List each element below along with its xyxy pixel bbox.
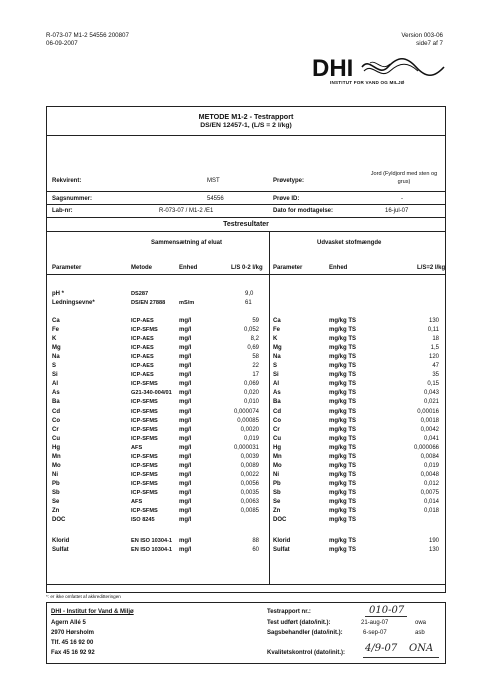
row-unit-right: mg/kg TS (329, 480, 357, 487)
row-unit-right: mg/kg TS (329, 426, 357, 433)
row-value-right: 0,0018 (420, 417, 439, 424)
divider (47, 231, 445, 232)
row-method: ICP-AES (131, 372, 154, 379)
prove-id-value: - (401, 196, 403, 202)
row-value-right: 0,014 (423, 499, 439, 505)
row-method: ICP-AES (131, 363, 154, 370)
row-param: Ba (52, 399, 60, 406)
row-unit-right: mg/kg TS (329, 462, 357, 469)
divider (47, 135, 445, 136)
rekvirent-label: Rekvirent: (52, 178, 82, 184)
row-value-right: 18 (432, 336, 439, 343)
row-value-right: 0,0048 (420, 471, 439, 478)
divider (47, 584, 445, 585)
row-value-right: 0,0042 (420, 426, 439, 433)
row-unit: mg/l (179, 354, 192, 361)
footer-address2: 2970 Hørsholm (51, 630, 95, 636)
row-value-right: 35 (432, 372, 439, 379)
row-unit-right: mg/kg TS (329, 508, 357, 515)
row-value-right: 0,0075 (420, 489, 439, 496)
row-param: Cu (52, 435, 60, 442)
row-method: ICP-SFMS (131, 417, 158, 424)
row-value-right: 1,5 (430, 345, 439, 352)
row-value: 0,000031 (233, 444, 259, 451)
row-value-right: 0,00016 (417, 408, 439, 415)
kvalitet-date: 4/9-07 (365, 643, 398, 654)
dato-modtagelse-label: Dato for modtagelse: (273, 208, 334, 214)
row-value-right: 130 (428, 547, 439, 553)
row-param: Sb (52, 489, 60, 496)
row-unit: mg/l (179, 408, 192, 415)
row-value: 0,0022 (240, 471, 259, 478)
row-value: 0,00085 (237, 417, 259, 424)
row-param-right: DOC (273, 517, 287, 524)
test-udfort-date: 21-aug-07 (361, 620, 389, 626)
row-value-right: 0,043 (423, 390, 439, 397)
row-value-right: 0,021 (423, 399, 439, 406)
footer-box (46, 602, 446, 664)
sagsbehandler-label: Sagsbehandler (dato/init.): (267, 630, 343, 636)
row-param-right: Klorid (273, 538, 291, 544)
results-title: Testresultater (223, 221, 269, 228)
row-unit-right: mg/kg TS (329, 408, 357, 415)
lab-nr-value: R-073-07 / M1-2 /E1 (159, 208, 214, 214)
row-value: 0,0035 (240, 489, 259, 496)
ph-method: DS287 (131, 291, 149, 297)
group-divider (269, 231, 270, 584)
row-unit-right: mg/kg TS (329, 417, 357, 424)
row-method: ICP-AES (131, 336, 154, 343)
row-value-right: 0,0084 (420, 453, 439, 460)
row-value: 0,000074 (233, 408, 259, 415)
ph-param: pH * (52, 291, 64, 297)
provetype-label: Prøvetype: (273, 178, 305, 184)
row-param-right: Se (273, 499, 281, 505)
footnote: *: er ikke omfattet af akkreditteringen (46, 594, 121, 599)
row-param: Cr (52, 426, 59, 433)
row-param-right: Na (273, 354, 281, 361)
row-unit: mg/l (179, 426, 192, 433)
row-param: Mg (52, 345, 61, 352)
row-value: 22 (252, 363, 259, 370)
row-param: As (52, 390, 60, 397)
row-method: EN ISO 10304-1 (131, 538, 173, 544)
row-unit: mg/l (179, 489, 192, 496)
row-value: 0,0039 (240, 453, 259, 460)
row-param: Na (52, 354, 60, 361)
ledningsevne-unit: mS/m (179, 300, 195, 306)
row-value: 0,69 (247, 345, 259, 352)
row-unit-right: mg/kg TS (329, 363, 357, 370)
row-value: 17 (252, 372, 259, 379)
ledningsevne-method: DS/EN 27888 (131, 300, 166, 306)
row-unit-right: mg/kg TS (329, 354, 357, 361)
row-value: 0,0056 (240, 480, 259, 487)
row-method: ICP-SFMS (131, 426, 158, 433)
kvalitet-init: ONA (409, 643, 434, 654)
row-unit-right: mg/kg TS (329, 399, 357, 406)
row-value: 0,020 (243, 390, 259, 397)
row-param-right: Sb (273, 489, 281, 496)
row-value-right: 0,012 (423, 480, 439, 487)
ph-value: 9,0 (245, 291, 254, 297)
footer-org: DHI - Institut for Vand & Miljø (51, 609, 134, 615)
row-unit-right: mg/kg TS (329, 444, 357, 451)
row-param: Klorid (52, 538, 70, 544)
row-param-right: Ba (273, 399, 281, 406)
row-unit-right: mg/kg TS (329, 435, 357, 442)
row-method: ICP-SFMS (131, 327, 158, 334)
row-value: 59 (252, 318, 259, 324)
row-param: Hg (52, 444, 60, 451)
sagsbehandler-date: 6-sep-07 (363, 630, 387, 636)
row-param: Ni (52, 471, 58, 478)
row-method: AFS (131, 444, 143, 451)
page-number: side7 af 7 (416, 40, 443, 47)
kvalitet-label: Kvalitetskontrol (dato/init.): (267, 650, 345, 656)
row-param-right: Cr (273, 426, 280, 433)
udvasket-group-title: Udvasket stofmængde (317, 240, 382, 246)
row-param-right: Si (273, 372, 279, 379)
row-param: Si (52, 372, 58, 379)
row-param: Cd (52, 408, 60, 415)
row-value-right: 120 (428, 354, 439, 361)
row-value: 0,0085 (240, 508, 259, 515)
kvalitet-underline (363, 657, 439, 658)
row-param: Pb (52, 480, 60, 487)
row-value-right: 0,018 (423, 508, 439, 515)
row-unit: mg/l (179, 381, 192, 388)
row-param-right: Mg (273, 345, 282, 352)
row-unit: mg/l (179, 336, 192, 343)
test-udfort-label: Test udført (dato/init.): (267, 620, 331, 626)
row-param-right: Ni (273, 471, 279, 478)
row-param-right: Sulfat (273, 547, 290, 553)
row-value: 58 (252, 354, 259, 361)
row-param-right: Pb (273, 480, 281, 487)
row-value: 60 (252, 547, 259, 553)
version-label: Version 003-06 (401, 32, 443, 39)
row-unit-right: mg/kg TS (329, 538, 357, 544)
row-method: ISO 8245 (131, 517, 155, 524)
row-unit: mg/l (179, 435, 192, 442)
row-unit-right: mg/kg TS (329, 327, 357, 334)
row-unit-right: mg/kg TS (329, 345, 357, 352)
row-unit: mg/l (179, 462, 192, 469)
row-param: Mn (52, 453, 61, 460)
lab-nr-label: Lab-nr: (52, 208, 73, 214)
divider (47, 204, 445, 205)
document-date: 06-09-2007 (46, 40, 78, 47)
sagsnummer-label: Sagsnummer: (52, 196, 93, 202)
row-unit-right: mg/kg TS (329, 390, 357, 397)
col-ls-right: L/S=2 l/kg (417, 265, 446, 271)
row-param-right: K (273, 336, 278, 343)
row-value: 8,2 (250, 336, 259, 343)
row-value-right: 0,041 (423, 435, 439, 442)
row-unit: mg/l (179, 538, 192, 544)
testrapport-underline (365, 616, 407, 617)
row-param-right: Al (273, 381, 279, 388)
document-header-right (401, 32, 443, 48)
row-param: Ca (52, 318, 60, 324)
col-parameter-right: Parameter (273, 265, 303, 271)
row-unit: mg/l (179, 517, 192, 524)
eluat-group-title: Sammensætning af eluat (151, 240, 223, 246)
provetype-value: Jord (Fyldjord med sten og grus) (370, 171, 438, 185)
row-method: ICP-SFMS (131, 462, 158, 469)
row-param-right: Hg (273, 444, 281, 451)
row-unit-right: mg/kg TS (329, 547, 357, 553)
row-param: Co (52, 417, 60, 424)
row-unit-right: mg/kg TS (329, 489, 357, 496)
row-value-right: 190 (428, 538, 439, 544)
row-param-right: Mo (273, 462, 282, 469)
prove-id-label: Prøve ID: (273, 196, 300, 202)
row-param-right: As (273, 390, 281, 397)
report-subtitle: DS/EN 12457-1, (L/S = 2 l/kg) (200, 122, 292, 129)
row-method: ICP-AES (131, 354, 154, 361)
row-param-right: Cu (273, 435, 281, 442)
row-method: ICP-SFMS (131, 471, 158, 478)
row-value-right: 47 (432, 363, 439, 370)
row-unit: mg/l (179, 453, 192, 460)
row-unit: mg/l (179, 499, 192, 505)
row-value-right: 130 (428, 318, 439, 324)
row-unit-right: mg/kg TS (329, 499, 357, 505)
sagsnummer-value: 54556 (207, 196, 224, 202)
sagsbehandler-init: asb (415, 630, 425, 636)
row-value: 0,052 (243, 327, 259, 334)
row-unit: mg/l (179, 345, 192, 352)
row-param: Fe (52, 327, 60, 334)
testrapport-frame (46, 106, 446, 593)
divider (47, 191, 445, 192)
ledningsevne-value: 61 (245, 300, 252, 306)
col-enhed: Enhed (179, 265, 198, 271)
row-unit: mg/l (179, 318, 192, 324)
row-unit-right: mg/kg TS (329, 318, 357, 324)
row-method: ICP-SFMS (131, 489, 158, 496)
document-header-left (46, 32, 129, 48)
row-unit-right: mg/kg TS (329, 471, 357, 478)
row-param: DOC (52, 517, 66, 524)
row-unit: mg/l (179, 471, 192, 478)
testrapport-value: 010-07 (369, 605, 405, 616)
row-param: Sulfat (52, 547, 69, 553)
testrapport-label: Testrapport nr.: (267, 609, 311, 615)
row-unit-right: mg/kg TS (329, 372, 357, 379)
row-unit: mg/l (179, 363, 192, 370)
row-unit-right: mg/kg TS (329, 336, 357, 343)
row-unit: mg/l (179, 327, 192, 334)
footer-fax: Fax 45 16 92 92 (51, 650, 95, 656)
row-param: K (52, 336, 57, 343)
row-param: S (52, 363, 57, 370)
row-method: AFS (131, 499, 143, 505)
row-method: ICP-SFMS (131, 480, 158, 487)
row-value: 0,0089 (240, 462, 259, 469)
row-value: 0,0063 (240, 499, 259, 505)
row-unit: mg/l (179, 480, 192, 487)
row-value: 0,0020 (240, 426, 259, 433)
row-method: ICP-SFMS (131, 435, 158, 442)
row-unit-right: mg/kg TS (329, 453, 357, 460)
row-unit-right: mg/kg TS (329, 517, 357, 524)
row-method: ICP-AES (131, 345, 154, 352)
col-ls-left: L/S 0-2 l/kg (231, 265, 263, 271)
reference-line: R-073-07 M1-2 54556 200807 (46, 32, 129, 39)
row-param-right: Ca (273, 318, 281, 324)
row-method: ICP-SFMS (131, 399, 158, 406)
row-unit: mg/l (179, 508, 192, 515)
col-enhed-right: Enhed (329, 265, 348, 271)
col-metode: Metode (131, 265, 152, 271)
row-unit: mg/l (179, 390, 192, 397)
row-unit: mg/l (179, 399, 192, 406)
row-value: 88 (252, 538, 259, 544)
row-param: Mo (52, 462, 61, 469)
row-param-right: Cd (273, 408, 281, 415)
logo-subtitle: INSTITUT FOR VAND OG MILJØ (330, 80, 405, 85)
logo-text: DHI (312, 55, 354, 82)
row-value: 0,069 (243, 381, 259, 388)
row-param: Al (52, 381, 58, 388)
row-method: ICP-SFMS (131, 453, 158, 460)
row-value-right: 0,15 (427, 381, 439, 388)
row-value: 0,010 (243, 399, 259, 406)
rekvirent-value: MST (207, 178, 220, 184)
row-method: G21-340-004/01 (131, 390, 172, 397)
row-unit-right: mg/kg TS (329, 381, 357, 388)
row-param: Se (52, 499, 60, 505)
divider (47, 217, 445, 218)
row-method: ICP-SFMS (131, 508, 158, 515)
row-param-right: Mn (273, 453, 282, 460)
row-value: 0,019 (243, 435, 259, 442)
row-method: ICP-SFMS (131, 408, 158, 415)
row-value-right: 0,000066 (413, 444, 439, 451)
ledningsevne-param: Ledningsevne* (52, 300, 95, 306)
row-param-right: Fe (273, 327, 281, 334)
row-param-right: S (273, 363, 278, 370)
report-title: METODE M1-2 - Testrapport (198, 112, 294, 121)
row-param: Zn (52, 508, 60, 515)
row-unit: mg/l (179, 372, 192, 379)
row-value-right: 0,019 (423, 462, 439, 469)
row-method: EN ISO 10304-1 (131, 547, 173, 553)
footer-address1: Agern Allé 5 (51, 620, 86, 626)
footer-tlf: Tlf. 45 16 92 00 (51, 640, 94, 646)
row-value-right: 0,11 (427, 327, 439, 334)
row-method: ICP-AES (131, 318, 154, 324)
divider (47, 274, 445, 275)
row-method: ICP-SFMS (131, 381, 158, 388)
row-unit: mg/l (179, 547, 192, 553)
row-param-right: Co (273, 417, 281, 424)
col-parameter: Parameter (52, 265, 82, 271)
dato-modtagelse-value: 16-jul-07 (385, 208, 409, 214)
test-udfort-init: owa (415, 620, 427, 626)
row-unit: mg/l (179, 444, 192, 451)
row-param-right: Zn (273, 508, 281, 515)
row-unit: mg/l (179, 417, 192, 424)
